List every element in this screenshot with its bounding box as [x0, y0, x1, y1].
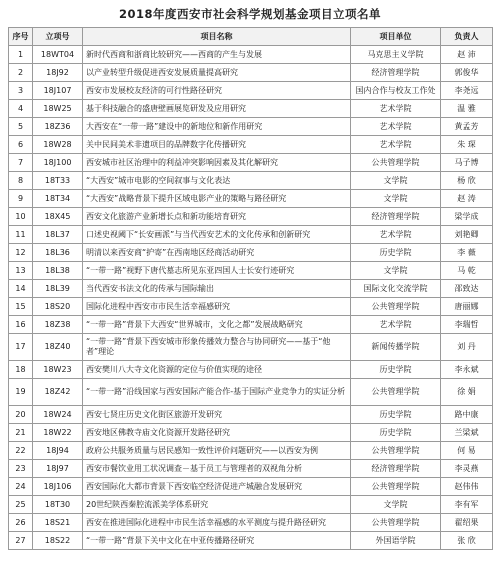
table-row — [9, 424, 493, 442]
row-unit: 历史学院 — [351, 361, 441, 379]
row-name: 新时代西商和浙商比较研究——西商的产生与发展 — [83, 46, 351, 64]
row-person: 唐丽娜 — [441, 298, 493, 316]
row-num: 2 — [9, 64, 33, 82]
row-num: 7 — [9, 154, 33, 172]
row-unit: 马克思主义学院 — [351, 46, 441, 64]
row-num: 4 — [9, 100, 33, 118]
row-num: 3 — [9, 82, 33, 100]
row-unit: 经济管理学院 — [351, 460, 441, 478]
row-unit: 艺术学院 — [351, 118, 441, 136]
row-num: 10 — [9, 208, 33, 226]
table-row — [9, 208, 493, 226]
row-num: 19 — [9, 379, 33, 406]
row-num: 1 — [9, 46, 33, 64]
table-row — [9, 244, 493, 262]
row-person: 马 乾 — [441, 262, 493, 280]
row-person: 刘 丹 — [441, 334, 493, 361]
row-unit: 公共管理学院 — [351, 298, 441, 316]
row-num: 22 — [9, 442, 33, 460]
row-name: 基于科技融合的盛唐壁画展览研发及应用研究 — [83, 100, 351, 118]
row-unit: 公共管理学院 — [351, 478, 441, 496]
row-person: 翟绍果 — [441, 514, 493, 532]
row-unit: 新闻传播学院 — [351, 334, 441, 361]
row-id: 18Z36 — [33, 118, 83, 136]
row-num: 12 — [9, 244, 33, 262]
table-row — [9, 334, 493, 361]
row-id: 18T33 — [33, 172, 83, 190]
table-row — [9, 226, 493, 244]
row-id: 18S21 — [33, 514, 83, 532]
row-id: 18L39 — [33, 280, 83, 298]
row-name: 西安国际化大都市背景下西安临空经济促进产城融合发展研究 — [83, 478, 351, 496]
row-num: 23 — [9, 460, 33, 478]
row-id: 18W23 — [33, 361, 83, 379]
row-id: 18T34 — [33, 190, 83, 208]
row-id: 18J97 — [33, 460, 83, 478]
table-row — [9, 379, 493, 406]
row-id: 18W25 — [33, 100, 83, 118]
row-num: 11 — [9, 226, 33, 244]
table-row — [9, 118, 493, 136]
row-num: 21 — [9, 424, 33, 442]
table-row — [9, 136, 493, 154]
row-name: “一带一路”背景下大西安“世界城市，文化之都”发展战略研究 — [83, 316, 351, 334]
table-row — [9, 82, 493, 100]
table-row — [9, 514, 493, 532]
table-row — [9, 172, 493, 190]
row-unit: 国际文化交流学院 — [351, 280, 441, 298]
row-name: “一带一路”视野下唐代墓志所见东亚四国人士长安行迹研究 — [83, 262, 351, 280]
row-id: 18X45 — [33, 208, 83, 226]
row-num: 25 — [9, 496, 33, 514]
row-unit: 经济管理学院 — [351, 208, 441, 226]
table-row — [9, 100, 493, 118]
row-name: 关中民间美术非遗项目的品牌数字化传播研究 — [83, 136, 351, 154]
row-person: 郭俊华 — [441, 64, 493, 82]
row-person: 张 欣 — [441, 532, 493, 550]
row-person: 李 薇 — [441, 244, 493, 262]
row-name: 西安地区佛教寺庙文化资源开发路径研究 — [83, 424, 351, 442]
row-person: 李尧远 — [441, 82, 493, 100]
row-name: 西安城市社区治理中的利益冲突影响因素及其化解研究 — [83, 154, 351, 172]
row-num: 8 — [9, 172, 33, 190]
row-unit: 公共管理学院 — [351, 514, 441, 532]
row-id: 18W24 — [33, 406, 83, 424]
header-num: 序号 — [9, 28, 33, 46]
row-id: 18L36 — [33, 244, 83, 262]
row-id: 18L37 — [33, 226, 83, 244]
row-unit: 历史学院 — [351, 244, 441, 262]
row-person: 兰梁斌 — [441, 424, 493, 442]
table-body — [9, 46, 493, 550]
row-person: 李灵燕 — [441, 460, 493, 478]
row-unit: 艺术学院 — [351, 316, 441, 334]
row-name: 西安在推进国际化进程中市民生活幸福感的水平测度与提升路径研究 — [83, 514, 351, 532]
row-person: 马子博 — [441, 154, 493, 172]
row-name: 政府公共服务质量与居民感知一致性评价问题研究——以西安为例 — [83, 442, 351, 460]
row-person: 邵致达 — [441, 280, 493, 298]
row-unit: 文学院 — [351, 496, 441, 514]
header-unit: 项目单位 — [351, 28, 441, 46]
row-name: 20世纪陕西秦腔流派美学体系研究 — [83, 496, 351, 514]
row-name: “一带一路”沿线国家与西安国际产能合作-基于国际产业竞争力的实证分析 — [83, 379, 351, 406]
header-id: 立项号 — [33, 28, 83, 46]
row-num: 6 — [9, 136, 33, 154]
row-num: 9 — [9, 190, 33, 208]
table-row — [9, 316, 493, 334]
row-name: “一带一路”背景下关中文化在中亚传播路径研究 — [83, 532, 351, 550]
row-name: “一带一路”背景下西安城市形象传播效力整合与协同研究——基于“他者”理论 — [83, 334, 351, 361]
row-id: 18WT04 — [33, 46, 83, 64]
row-id: 18L38 — [33, 262, 83, 280]
row-person: 黄孟芳 — [441, 118, 493, 136]
row-unit: 公共管理学院 — [351, 154, 441, 172]
row-num: 24 — [9, 478, 33, 496]
row-id: 18Z38 — [33, 316, 83, 334]
row-unit: 公共管理学院 — [351, 442, 441, 460]
row-id: 18W22 — [33, 424, 83, 442]
row-person: 路中康 — [441, 406, 493, 424]
row-unit: 艺术学院 — [351, 100, 441, 118]
row-num: 14 — [9, 280, 33, 298]
row-unit: 公共管理学院 — [351, 379, 441, 406]
row-person: 杨 欣 — [441, 172, 493, 190]
row-name: 大西安在“一带一路”建设中的新地位和新作用研究 — [83, 118, 351, 136]
row-name: 国际化进程中西安市市民生活幸福感研究 — [83, 298, 351, 316]
document-title: 2018年度西安市社会科学规划基金项目立项名单 — [118, 7, 381, 21]
table-row — [9, 46, 493, 64]
row-person: 刘艳卿 — [441, 226, 493, 244]
row-person: 赵 沛 — [441, 46, 493, 64]
row-num: 26 — [9, 514, 33, 532]
row-id: 18J92 — [33, 64, 83, 82]
row-num: 18 — [9, 361, 33, 379]
row-person: 朱 琛 — [441, 136, 493, 154]
table-header-row — [9, 28, 493, 46]
row-unit: 艺术学院 — [351, 226, 441, 244]
row-unit: 历史学院 — [351, 406, 441, 424]
row-person: 李瑞哲 — [441, 316, 493, 334]
table-row — [9, 442, 493, 460]
row-person: 赵伟伟 — [441, 478, 493, 496]
row-name: “大西安”城市电影的空间叙事与文化表达 — [83, 172, 351, 190]
row-id: 18J100 — [33, 154, 83, 172]
table-row — [9, 532, 493, 550]
row-person: 梁学成 — [441, 208, 493, 226]
row-name: 西安市餐饮业用工状况调查－基于员工与管理者的双视角分析 — [83, 460, 351, 478]
row-unit: 经济管理学院 — [351, 64, 441, 82]
row-person: 李有军 — [441, 496, 493, 514]
row-name: 口述史视阈下“长安画派”与当代西安艺术的文化传承和创新研究 — [83, 226, 351, 244]
table-row — [9, 478, 493, 496]
row-num: 20 — [9, 406, 33, 424]
header-person: 负责人 — [441, 28, 493, 46]
table-row — [9, 262, 493, 280]
row-unit: 艺术学院 — [351, 136, 441, 154]
table-row — [9, 496, 493, 514]
row-id: 18J94 — [33, 442, 83, 460]
row-id: 18S20 — [33, 298, 83, 316]
row-num: 5 — [9, 118, 33, 136]
row-unit: 文学院 — [351, 172, 441, 190]
table-row — [9, 406, 493, 424]
table-row — [9, 361, 493, 379]
row-name: 以产业转型升级促进西安发展质量提高研究 — [83, 64, 351, 82]
row-name: 西安市发展校友经济的可行性路径研究 — [83, 82, 351, 100]
row-person: 温 雅 — [441, 100, 493, 118]
table-row — [9, 460, 493, 478]
header-name: 项目名称 — [83, 28, 351, 46]
row-num: 15 — [9, 298, 33, 316]
row-unit: 历史学院 — [351, 424, 441, 442]
row-id: 18S22 — [33, 532, 83, 550]
row-id: 18Z40 — [33, 334, 83, 361]
row-name: 明清以来西安商“护寄”在西南地区经商活动研究 — [83, 244, 351, 262]
table-row — [9, 190, 493, 208]
row-num: 27 — [9, 532, 33, 550]
table-row — [9, 298, 493, 316]
table-row — [9, 64, 493, 82]
row-person: 徐 娟 — [441, 379, 493, 406]
row-id: 18W28 — [33, 136, 83, 154]
row-name: 西安七贤庄历史文化街区旅游开发研究 — [83, 406, 351, 424]
row-id: 18J106 — [33, 478, 83, 496]
row-id: 18T30 — [33, 496, 83, 514]
row-unit: 文学院 — [351, 190, 441, 208]
row-id: 18Z42 — [33, 379, 83, 406]
row-num: 16 — [9, 316, 33, 334]
row-num: 13 — [9, 262, 33, 280]
row-unit: 外国语学院 — [351, 532, 441, 550]
row-unit: 国内合作与校友工作处 — [351, 82, 441, 100]
row-person: 赵 涛 — [441, 190, 493, 208]
row-person: 李永斌 — [441, 361, 493, 379]
row-unit: 文学院 — [351, 262, 441, 280]
row-name: “大西安”战略背景下提升区域电影产业的策略与路径研究 — [83, 190, 351, 208]
row-person: 何 易 — [441, 442, 493, 460]
table-row — [9, 154, 493, 172]
row-num: 17 — [9, 334, 33, 361]
row-id: 18J107 — [33, 82, 83, 100]
project-table — [8, 27, 493, 550]
row-name: 西安樊川八大寺文化资源的定位与价值实现的途径 — [83, 361, 351, 379]
table-row — [9, 280, 493, 298]
row-name: 当代西安书法文化的传承与国际输出 — [83, 280, 351, 298]
row-name: 西安文化旅游产业新增长点和新功能培育研究 — [83, 208, 351, 226]
